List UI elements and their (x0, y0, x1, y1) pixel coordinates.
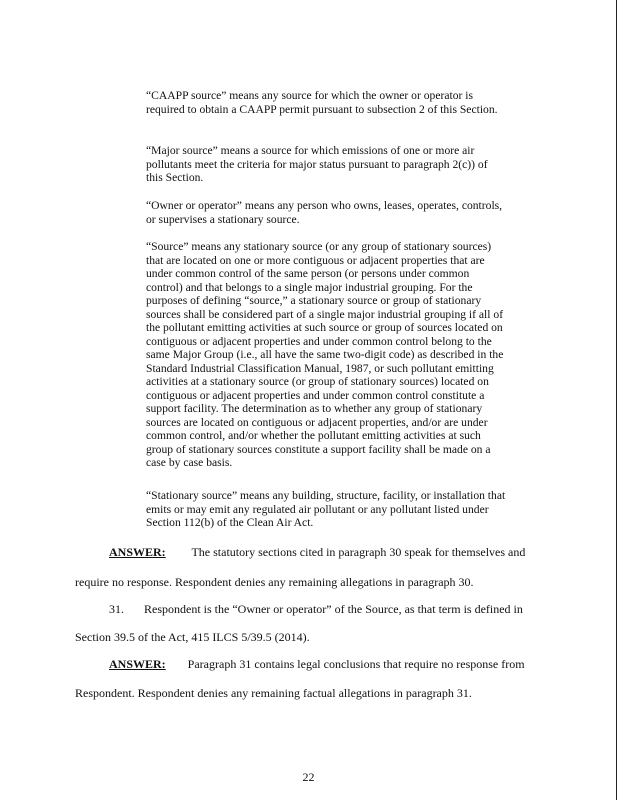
answer-label: ANSWER: (109, 657, 166, 671)
definition-owner-or-operator: “Owner or operator” means any person who owns, leases, operates, controls, or supervises a stationary source. (146, 199, 503, 226)
answer-30-line-2: require no response. Respondent denies any remaining allegations in paragraph 30. (75, 575, 474, 589)
definition-source: “Source” means any stationary source (or any group of stationary sources) that are located on one or more contiguous or adjacent properties that are under common control of the same person (or persons under common control) and that belongs to a single major industrial grouping. For the purposes of defining “source,” a stationary source or group of stationary sources shall be considered part of a single major industrial grouping if all of the pollutant emitting activities at such source or group of sources located on contiguous or adjacent properties and under common control belong to the same Major Group (i.e., all have the same two-digit code) as described in the Standard Industrial Classification Manual, 1987, or such pollutant emitting activities at a stationary source (or group of stationary sources) located on contiguous or adjacent properties and under common control constitute a support facility. The determination as to whether any group of stationary sources are located on contiguous or adjacent properties, and/or are under common control, and/or whether the pollutant emitting activities at such group of stationary sources constitute a support facility shall be made on a case by case basis. (146, 240, 504, 469)
definition-stationary-source: “Stationary source” means any building, structure, facility, or installation that emits or may emit any regulated air pollutant or any pollutant listed under Section 112(b) of the Clean Air Act. (146, 489, 506, 529)
definition-caapp-source: “CAAPP source” means any source for which the owner or operator is required to obtain a CAAPP permit pursuant to subsection 2 of this Section. (146, 89, 498, 116)
answer-31-line-2: Respondent. Respondent denies any remaining factual allegations in paragraph 31. (75, 686, 472, 700)
definition-major-source: “Major source” means a source for which emissions of one or more air pollutants meet the criteria for major status pursuant to paragraph 2(c)) of this Section. (146, 144, 488, 184)
paragraph-31-line-2: Section 39.5 of the Act, 415 ILCS 5/39.5 (2014). (75, 630, 310, 644)
answer-31-line-1 (109, 657, 525, 671)
answer-30-text: The statutory sections cited in paragraph 30 speak for themselves and (191, 545, 526, 559)
page-number: 22 (302, 770, 315, 784)
answer-label: ANSWER: (109, 545, 166, 559)
answer-31-text: Paragraph 31 contains legal conclusions that require no response from (187, 657, 525, 671)
answer-30-line-1 (109, 545, 525, 559)
paragraph-number: 31. (109, 602, 124, 616)
paragraph-31-line-1 (109, 602, 523, 616)
paragraph-31-text: Respondent is the “Owner or operator” of the Source, as that term is defined in (144, 602, 523, 616)
